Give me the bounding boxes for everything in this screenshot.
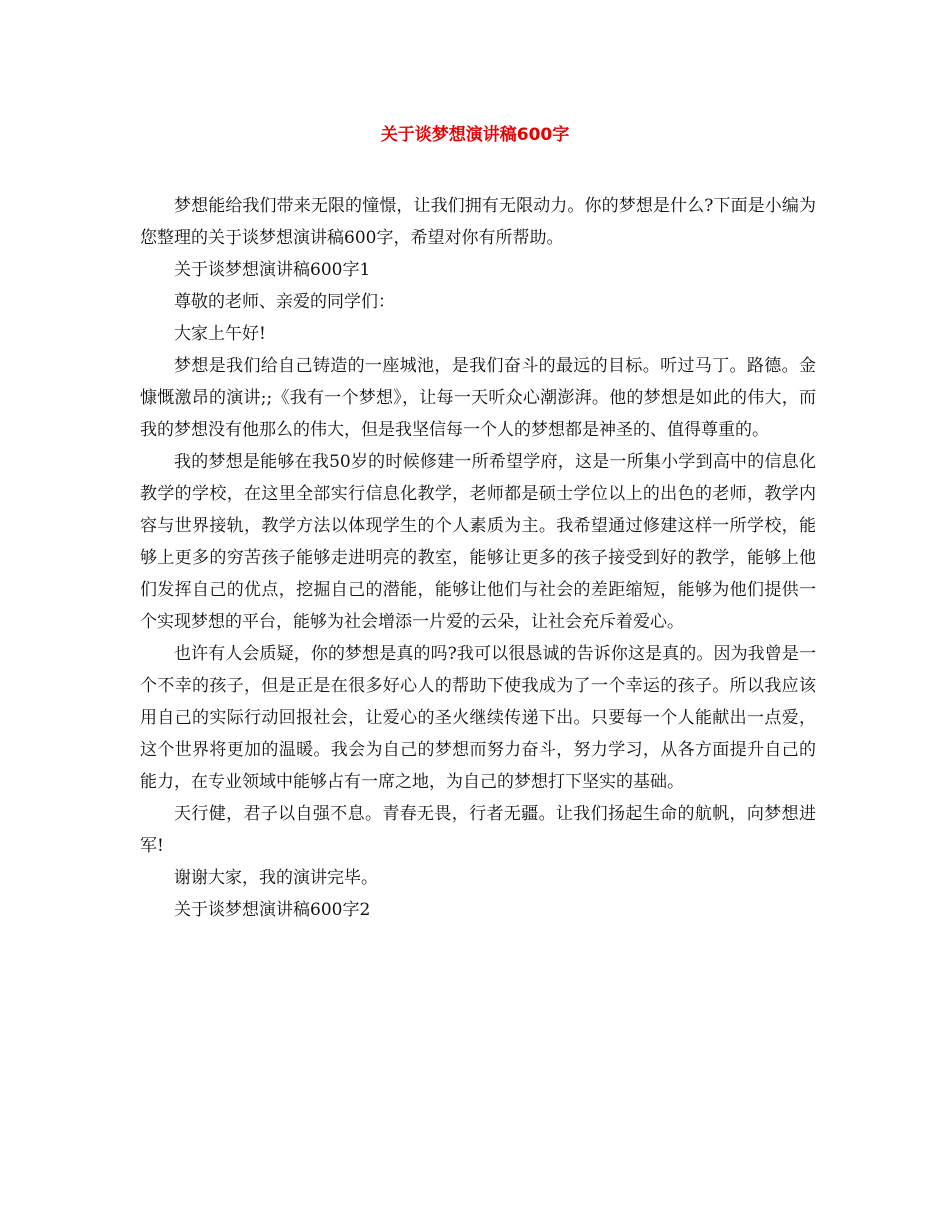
body-paragraph: 梦想是我们给自己铸造的一座城池，是我们奋斗的最远的目标。听过马丁。路德。金慷慨激昂的演讲;;《我有一个梦想》，让每一天听众心潮澎湃。他的梦想是如此的伟大，而我的梦想没有他那么的伟大，但是我坚信每一个人的梦想都是神圣的、值得尊重的。 [140,356,816,440]
section-heading-1: 关于谈梦想演讲稿600字1 [174,260,371,280]
document-title: 关于谈梦想演讲稿600字 [380,125,570,145]
salutation: 尊敬的老师、亲爱的同学们： [174,292,395,312]
greeting: 大家上午好! [174,324,266,344]
body-paragraph: 也许有人会质疑，你的梦想是真的吗?我可以很恳诚的告诉你这是真的。因为我曾是一个不幸的孩子，但是正是在很多好心人的帮助下使我成为了一个幸运的孩子。所以我应该用自己的实际行动回报社会，让爱心的圣火继续传递下出。只要每一个人能献出一点爱，这个世界将更加的温暖。我会为自己的梦想而努力奋斗，努力学习，从各方面提升自己的能力，在专业领域中能够占有一席之地，为自己的梦想打下坚实的基础。 [140,644,816,792]
body-paragraph: 我的梦想是能够在我50岁的时候修建一所希望学府，这是一所集小学到高中的信息化教学的学校，在这里全部实行信息化教学，老师都是硕士学位以上的出色的老师，教学内容与世界接轨，教学方法以体现学生的个人素质为主。我希望通过修建这样一所学校，能够上更多的穷苦孩子能够走进明亮的教室，能够让更多的孩子接受到好的教学，能够上他们发挥自己的优点，挖掘自己的潜能，能够让他们与社会的差距缩短，能够为他们提供一个实现梦想的平台，能够为社会增添一片爱的云朵，让社会充斥着爱心。 [140,452,816,632]
document-body [140,190,816,926]
closing-line: 谢谢大家，我的演讲完毕。 [174,868,378,888]
intro-paragraph: 梦想能给我们带来无限的憧憬，让我们拥有无限动力。你的梦想是什么?下面是小编为您整理的关于谈梦想演讲稿600字，希望对你有所帮助。 [140,196,816,248]
section-heading-2: 关于谈梦想演讲稿600字2 [174,900,371,920]
body-paragraph: 天行健，君子以自强不息。青春无畏，行者无疆。让我们扬起生命的航帆，向梦想进军! [140,804,816,856]
